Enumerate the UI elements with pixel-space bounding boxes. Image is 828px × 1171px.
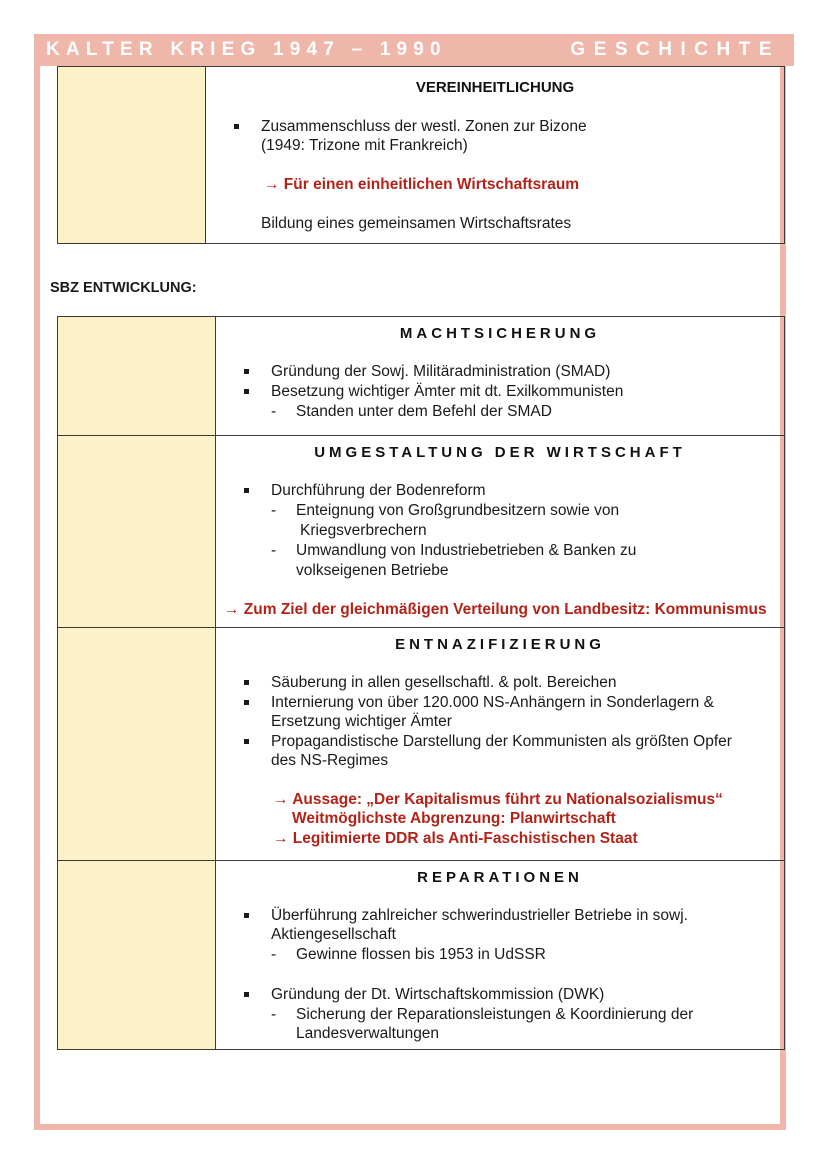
bullet-text-cont: Ersetzung wichtiger Ämter xyxy=(271,713,452,730)
vereinheitlichung-table xyxy=(57,66,785,244)
bullet-text: Besetzung wichtiger Ämter mit dt. Exilkommunisten xyxy=(271,383,624,400)
conclusion-text: → Für einen einheitlichen Wirtschaftsraum xyxy=(264,176,580,193)
bullet-text: Internierung von über 120.000 NS-Anhängern in Sonderlagern & xyxy=(271,694,714,711)
machtsicherung-cell xyxy=(216,317,785,436)
section-title: ENTNAZIFIZIERUNG xyxy=(395,636,605,653)
side-cell xyxy=(58,628,216,861)
dash-text-cont: Landesverwaltungen xyxy=(296,1025,440,1042)
entnazifizierung-cell xyxy=(216,628,785,861)
dash-text: - Umwandlung von Industriebetrieben & Banken zu xyxy=(296,541,636,561)
reparationen-cell xyxy=(216,861,785,1050)
plain-text: Bildung eines gemeinsamen Wirtschaftsrates xyxy=(261,215,572,232)
dash-text: - Enteignung von Großgrundbesitzern sowie von xyxy=(296,501,619,521)
bullet-text: Durchführung der Bodenreform xyxy=(271,482,486,499)
section-title: MACHTSICHERUNG xyxy=(399,325,601,342)
section-title: UMGESTALTUNG DER WIRTSCHAFT xyxy=(314,444,686,461)
dash-text-cont: volkseigenen Betriebe xyxy=(296,562,449,579)
side-cell xyxy=(58,67,206,244)
sbz-table xyxy=(57,316,785,1050)
dash-text-cont: Kriegsverbrechern xyxy=(300,522,427,539)
bullet-text-cont: (1949: Trizone mit Frankreich) xyxy=(261,137,468,154)
bullet-text: Zusammenschluss der westl. Zonen zur Bizone xyxy=(261,118,587,135)
side-cell xyxy=(58,317,216,436)
dash-text: - Sicherung der Reparationsleistungen & Koordinierung der xyxy=(296,1005,693,1025)
bullet-text: Überführung zahlreicher schwerindustrieller Betriebe in sowj. xyxy=(271,907,688,924)
bullet-text: Säuberung in allen gesellschaftl. & polt. Bereichen xyxy=(271,674,617,691)
bullet-text-cont: des NS-Regimes xyxy=(271,752,389,769)
conclusion-text: → Zum Ziel der gleichmäßigen Verteilung von Landbesitz: Kommunismus xyxy=(224,601,767,618)
page-header xyxy=(34,34,794,66)
sbz-heading: SBZ ENTWICKLUNG: xyxy=(50,280,197,296)
dash-text: - Gewinne flossen bis 1953 in UdSSR xyxy=(296,945,546,965)
conclusion-text-cont: Weitmöglichste Abgrenzung: Planwirtschaft xyxy=(292,810,616,827)
bullet-text-cont: Aktiengesellschaft xyxy=(271,926,396,943)
side-cell xyxy=(58,861,216,1050)
bullet-text: Gründung der Dt. Wirtschaftskommission (DWK) xyxy=(271,986,605,1003)
bullet-text: Propagandistische Darstellung der Kommunisten als größten Opfer xyxy=(271,733,732,750)
section-title: REPARATIONEN xyxy=(417,869,583,886)
dash-text: - Standen unter dem Befehl der SMAD xyxy=(296,402,552,422)
vereinheitlichung-cell xyxy=(206,67,785,244)
bullet-text: Gründung der Sowj. Militäradministration (SMAD) xyxy=(271,363,611,380)
wirtschaft-cell xyxy=(216,436,785,628)
section-title: VEREINHEITLICHUNG xyxy=(415,79,575,96)
side-cell xyxy=(58,436,216,628)
header-topic: KALTER KRIEG 1947 – 1990 xyxy=(46,39,447,60)
conclusion-text: → Aussage: „Der Kapitalismus führt zu Nationalsozialismus“ xyxy=(273,791,723,808)
conclusion-text: → Legitimierte DDR als Anti-Faschistischen Staat xyxy=(273,830,638,847)
header-subject: GESCHICHTE xyxy=(570,39,780,60)
